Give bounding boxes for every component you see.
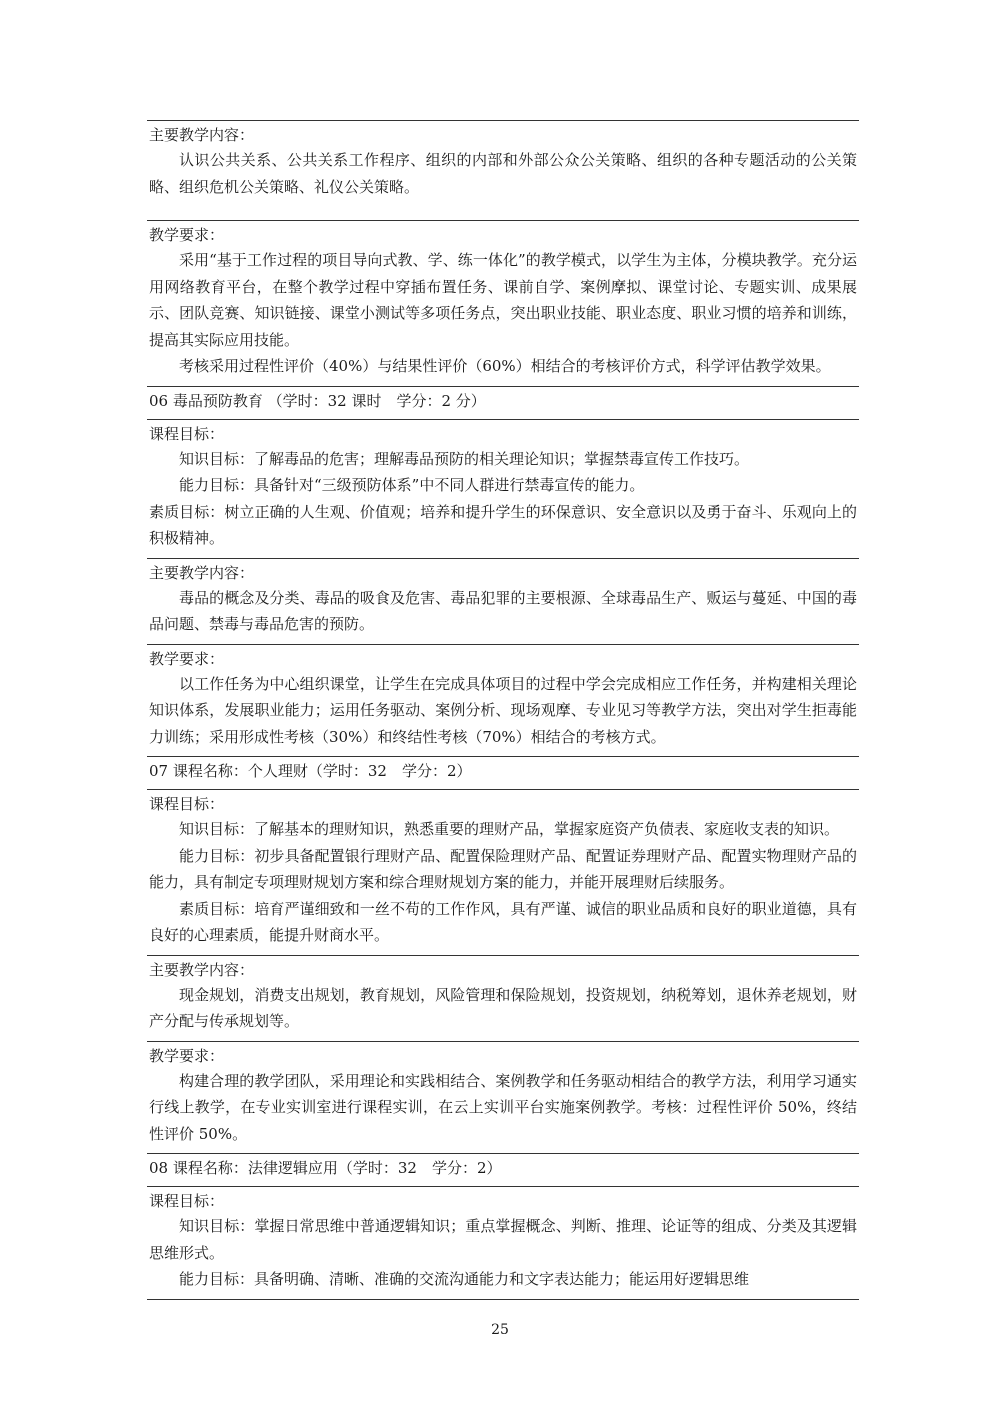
section-heading: 教学要求： [149, 226, 225, 244]
paragraph: 毒品的概念及分类、毒品的吸食及危害、毒品犯罪的主要根源、全球毒品生产、贩运与蔓延、中国的毒品问题、禁毒与毒品危害的预防。 [149, 588, 857, 633]
document-page [147, 120, 859, 1300]
section-heading: 教学要求： [149, 1046, 225, 1065]
paragraph: 素质目标：培育严谨细致和一丝不苟的工作作风，具有严谨、诚信的职业品质和良好的职业道德，具有良好的心理素质，能提升财商水平。 [149, 899, 857, 944]
course-title: 08 课程名称：法律逻辑应用（学时：32 学分：2） [149, 1159, 502, 1177]
course-06-content [147, 558, 859, 644]
paragraph: 能力目标：具备针对“三级预防体系”中不同人群进行禁毒宣传的能力。 [179, 476, 645, 494]
paragraph: 采用“基于工作过程的项目导向式教、学、练一体化”的教学模式，以学生为主体，分模块教学。充分运用网络教育平台，在整个教学过程中穿插布置任务、课前自学、案例摩拟、课堂讨论、专题实训、成果展示、团队竞赛、知识链接、课堂小测试等多项任务点，突出职业技能、职业态度、职业习惯的培养和训练，提高其实际应用技能。 [149, 251, 857, 349]
course-07-content [147, 955, 859, 1041]
paragraph: 知识目标：了解基本的理财知识，熟悉重要的理财产品，掌握家庭资产负债表、家庭收支表的知识。 [179, 820, 840, 838]
section-s1 [147, 120, 859, 220]
course-08-goals [147, 1186, 859, 1300]
section-s2 [147, 220, 859, 386]
section-heading: 主要教学内容： [149, 960, 255, 979]
course-06-goals [147, 419, 859, 558]
section-heading: 主要教学内容： [149, 126, 255, 144]
paragraph: 认识公共关系、公共关系工作程序、组织的内部和外部公众公关策略、组织的各种专题活动的公关策略、组织危机公关策略、礼仪公关策略。 [149, 151, 857, 196]
page-number: 25 [491, 1322, 509, 1338]
paragraph: 能力目标：具备明确、清晰、准确的交流沟通能力和文字表达能力；能运用好逻辑思维 [179, 1270, 750, 1288]
course-06-title-row [147, 386, 859, 419]
course-06-requirements [147, 644, 859, 757]
course-07-requirements [147, 1041, 859, 1154]
paragraph: 素质目标：树立正确的人生观、价值观；培养和提升学生的环保意识、安全意识以及勇于奋斗、乐观向上的积极精神。 [149, 502, 857, 547]
paragraph: 以工作任务为中心组织课堂，让学生在完成具体项目的过程中学会完成相应工作任务，并构建相关理论知识体系，发展职业能力；运用任务驱动、案例分析、现场观摩、专业见习等教学方法，突出对学生拒毒能力训练；采用形成性考核（30%）和终结性考核（70%）相结合的考核方式。 [149, 674, 857, 746]
section-heading: 课程目标： [149, 424, 225, 443]
paragraph: 现金规划，消费支出规划，教育规划，风险管理和保险规划，投资规划，纳税筹划，退休养老规划，财产分配与传承规划等。 [149, 985, 857, 1030]
paragraph: 能力目标：初步具备配置银行理财产品、配置保险理财产品、配置证券理财产品、配置实物理财产品的能力，具有制定专项理财规划方案和综合理财规划方案的能力，并能开展理财后续服务。 [149, 846, 857, 891]
section-heading: 教学要求： [149, 649, 225, 668]
section-heading: 主要教学内容： [149, 563, 255, 582]
section-heading: 课程目标： [149, 1192, 225, 1210]
course-title: 06 毒品预防教育 （学时：32 课时 学分：2 分） [149, 391, 486, 410]
paragraph: 知识目标：掌握日常思维中普通逻辑知识；重点掌握概念、判断、推理、论证等的组成、分类及其逻辑思维形式。 [149, 1217, 857, 1262]
course-title: 07 课程名称：个人理财（学时：32 学分：2） [149, 762, 472, 780]
course-08-title-row [147, 1153, 859, 1186]
course-07-title-row [147, 756, 859, 789]
paragraph: 构建合理的教学团队，采用理论和实践相结合、案例教学和任务驱动相结合的教学方法，利用学习通实行线上教学，在专业实训室进行课程实训，在云上实训平台实施案例教学。考核：过程性评价 50%，终结性评价 50%。 [149, 1071, 857, 1143]
paragraph: 知识目标：了解毒品的危害；理解毒品预防的相关理论知识；掌握禁毒宣传工作技巧。 [179, 449, 750, 468]
section-heading: 课程目标： [149, 795, 225, 813]
course-07-goals [147, 789, 859, 955]
paragraph: 考核采用过程性评价（40%）与结果性评价（60%）相结合的考核评价方式，科学评估教学效果。 [179, 357, 831, 375]
